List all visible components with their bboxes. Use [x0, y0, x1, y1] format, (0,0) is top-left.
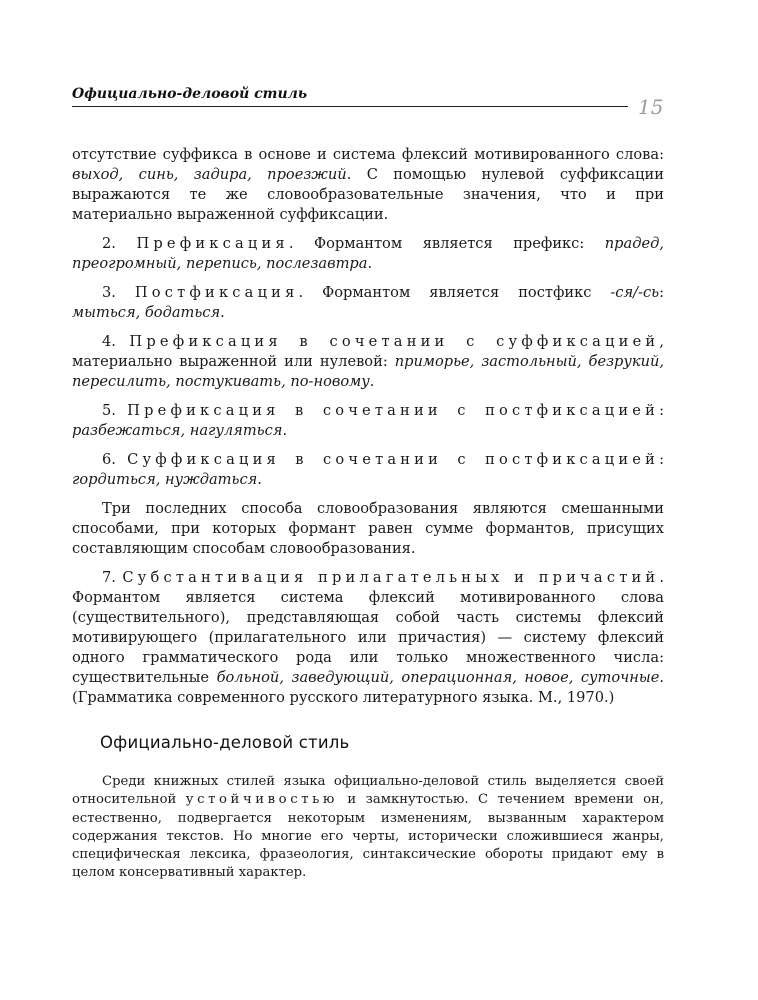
paragraph-postfixation: 3. Постфиксация. Формантом является постфикс -ся/-сь: мыться, бодаться.	[72, 284, 664, 321]
term: устойчивостью	[185, 792, 338, 808]
term: Постфиксация	[134, 284, 299, 301]
term: Префиксация в сочетании с постфиксацией	[127, 402, 660, 419]
main-text	[72, 145, 664, 717]
paragraph-prefixation: 2. Префиксация. Формантом является префикс: прадед, преогромный, перепись, послезавтра.	[72, 235, 664, 272]
page-number: 15	[638, 95, 664, 119]
section-text	[72, 773, 664, 883]
paragraph-mixed-methods: Три последних способа словообразования являются смешанными способами, при которых формант равен сумме формантов, присущих составляющим способам словообразования.	[72, 500, 664, 557]
paragraph-prefix-postfix: 5. Префиксация в сочетании с постфиксацией: разбежаться, нагуляться.	[72, 402, 664, 439]
term: Суффиксация в сочетании с постфиксацией	[127, 451, 660, 468]
paragraph-suffix-postfix: 6. Суффиксация в сочетании с постфиксацией: гордиться, нуждаться.	[72, 451, 664, 488]
section-paragraph: Среди книжных стилей языка официально-деловой стиль выделяется своей относительной устойчивостью и замкнутостью. С течением времени он, естественно, подвергается некоторым изменениям, вызванным характером содержания текстов. Но многие его черты, исторически сложившиеся жанры, специфическая лексика, фразеология, синтаксические обороты придают ему в целом консервативный характер.	[72, 774, 664, 881]
term: Префиксация	[136, 235, 289, 252]
header-rule	[72, 106, 628, 107]
term: Префиксация в сочетании с суффиксацией	[129, 333, 660, 350]
running-head	[72, 86, 624, 105]
running-title: Официально-деловой стиль	[72, 86, 308, 102]
paragraph-1: отсутствие суффикса в основе и система флексий мотивированного слова: выход, синь, задира, проезжий. С помощью нулевой суффиксации выражаются те же словообразовательные значения, что и при материально выраженной суффиксации.	[72, 146, 664, 223]
section-heading: Официально-деловой стиль	[100, 733, 350, 752]
paragraph-prefix-suffix: 4. Префиксация в сочетании с суффиксацией, материально выраженной или нулевой: приморье, застольный, безрукий, пересилить, постукивать, по-новому.	[72, 333, 665, 390]
term: Субстантивация прилагательных и причастий	[122, 569, 660, 586]
paragraph-substantivation: 7. Субстантивация прилагательных и причастий. Формантом является система флексий мотивированного слова (существительного), представляющая собой часть системы флексий мотивирующего (прилагательного или причастия) — систему флексий одного грамматического рода или только множественного числа: существительные больной, заведующий, операционная, новое, суточные. (Грамматика современного русского литературного языка. М., 1970.)	[72, 569, 664, 706]
